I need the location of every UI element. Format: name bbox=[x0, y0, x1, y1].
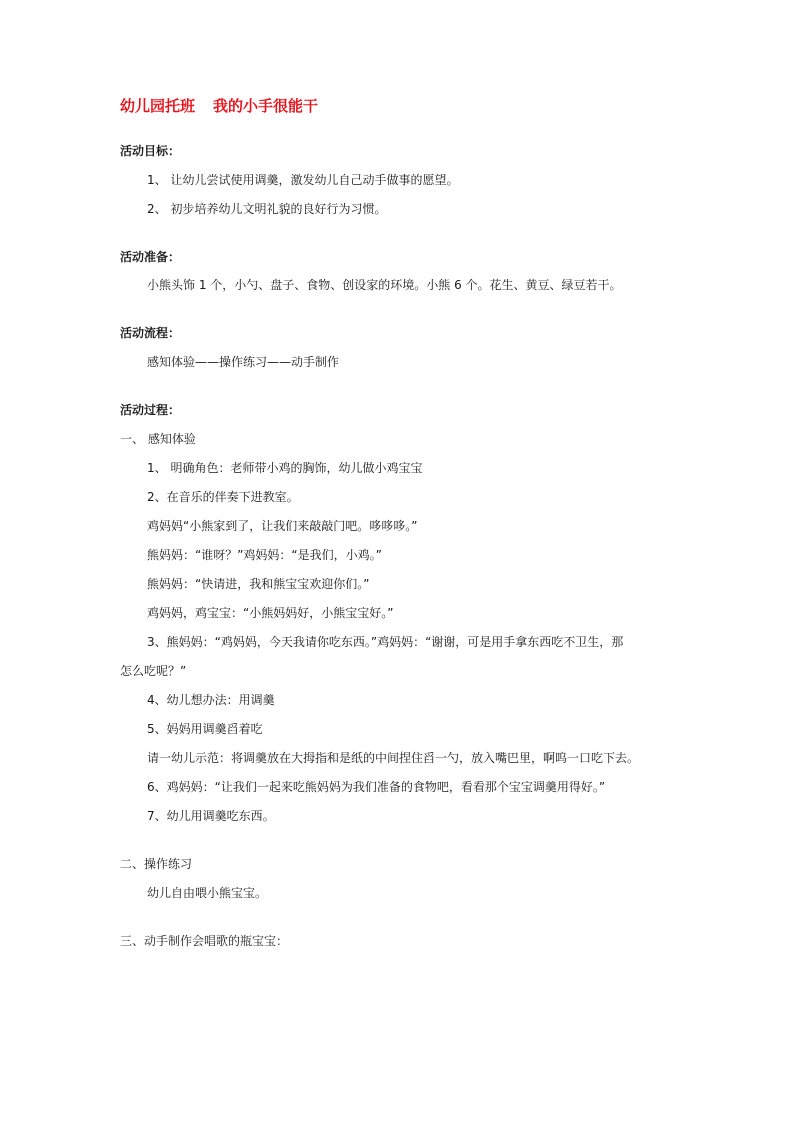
flow-heading: 活动流程： bbox=[120, 326, 181, 340]
part1-line: 鸡妈妈，鸡宝宝：“小熊妈妈好，小熊宝宝好。” bbox=[147, 606, 394, 620]
part1-heading: 一、 感知体验 bbox=[120, 432, 196, 446]
part1-line: 熊妈妈：“快请进，我和熊宝宝欢迎你们。” bbox=[147, 577, 370, 591]
process-heading: 活动过程： bbox=[120, 403, 181, 417]
prep-text: 小熊头饰 1 个，小勺、盘子、食物、创设家的环境。小熊 6 个。花生、黄豆、绿豆若干。 bbox=[147, 278, 622, 292]
part2-heading: 二、操作练习 bbox=[120, 857, 193, 871]
goals-heading: 活动目标： bbox=[120, 144, 181, 158]
goal-item-1: 1、 让幼儿尝试使用调羹，激发幼儿自己动手做事的愿望。 bbox=[147, 173, 459, 187]
title-part-2: 我的小手很能干 bbox=[213, 97, 319, 115]
title-part-1: 幼儿园托班 bbox=[120, 97, 196, 115]
part1-line: 4、幼儿想办法：用调羹 bbox=[147, 693, 275, 707]
prep-heading: 活动准备： bbox=[120, 250, 181, 264]
document-title bbox=[120, 96, 318, 116]
part1-line: 6、鸡妈妈：“让我们一起来吃熊妈妈为我们准备的食物吧，看看那个宝宝调羹用得好。” bbox=[147, 780, 606, 794]
part1-line: 7、幼儿用调羹吃东西。 bbox=[147, 809, 275, 823]
goal-item-2: 2、 初步培养幼儿文明礼貌的良好行为习惯。 bbox=[147, 202, 387, 216]
part1-line: 请一幼儿示范：将调羹放在大拇指和是纸的中间捏住舀一勺，放入嘴巴里，啊呜一口吃下去。 bbox=[147, 751, 640, 765]
part1-line: 3、熊妈妈：“鸡妈妈，今天我请你吃东西。”鸡妈妈：“谢谢，可是用手拿东西吃不卫生，那 bbox=[147, 635, 624, 649]
part1-line: 熊妈妈：“谁呀？”鸡妈妈：“是我们，小鸡。” bbox=[147, 548, 382, 562]
part1-line: 5、妈妈用调羹舀着吃 bbox=[147, 722, 263, 736]
part3-heading: 三、动手制作会唱歌的瓶宝宝： bbox=[120, 934, 289, 948]
part1-line: 1、 明确角色：老师带小鸡的胸饰，幼儿做小鸡宝宝 bbox=[147, 461, 423, 475]
part1-line: 2、在音乐的伴奏下进教室。 bbox=[147, 490, 299, 504]
part1-line: 怎么吃呢？” bbox=[120, 664, 187, 678]
part2-text: 幼儿自由喂小熊宝宝。 bbox=[147, 886, 268, 900]
flow-text: 感知体验——操作练习——动手制作 bbox=[147, 355, 340, 369]
part1-line: 鸡妈妈“小熊家到了，让我们来敲敲门吧。哆哆哆。” bbox=[147, 519, 418, 533]
